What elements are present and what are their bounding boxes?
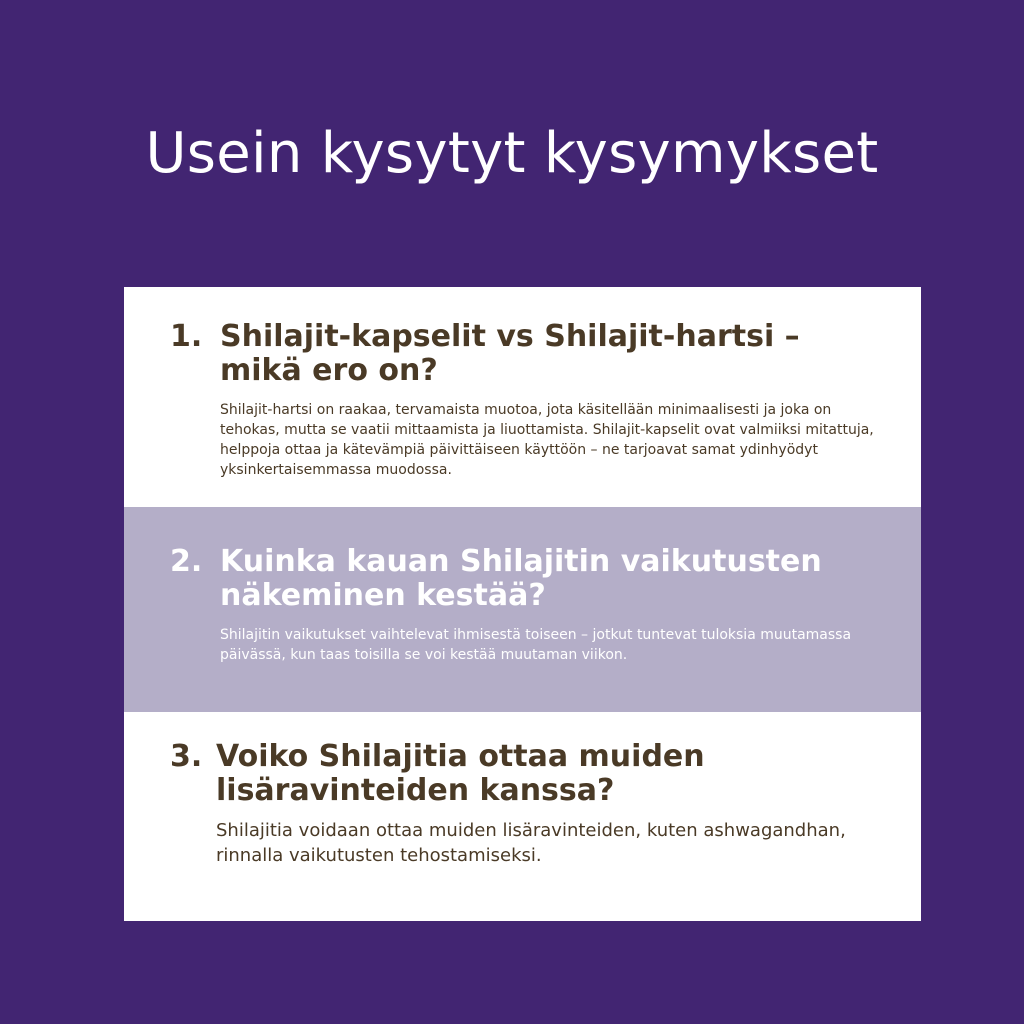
faq-item-1 [124,287,921,507]
faq-question: Shilajit-kapselit vs Shilajit-hartsi – mikä ero on? [220,319,800,388]
faq-number: 3. [170,739,203,774]
faq-item-3 [124,712,921,921]
faq-number: 2. [170,544,203,579]
page-title: Usein kysytyt kysymykset [145,121,879,186]
faq-card [124,287,921,921]
faq-number: 1. [170,319,203,354]
faq-answer: Shilajitin vaikutukset vaihtelevat ihmisestä toiseen – jotkut tuntevat tuloksia muutamassa päivässä, kun taas toisilla se voi kestää muutaman viikon. [220,627,852,663]
faq-question: Kuinka kauan Shilajitin vaikutusten näkeminen kestää? [220,544,822,613]
faq-item-2 [124,507,921,712]
faq-question: Voiko Shilajitia ottaa muiden lisäravinteiden kanssa? [216,739,705,808]
faq-answer: Shilajitia voidaan ottaa muiden lisäravinteiden, kuten ashwagandhan, rinnalla vaikutusten tehostamiseksi. [216,820,846,866]
faq-answer: Shilajit-hartsi on raakaa, tervamaista muotoa, jota käsitellään minimaalisesti ja joka on tehokas, mutta se vaatii mittaamista ja liuottamista. Shilajit-kapselit ovat valmiiksi mitattuja, helppoja ottaa ja kätevämpiä päivittäiseen käyttöön – ne tarjoavat samat ydinhyödyt yksinkertaisemmassa muodossa. [220,402,874,478]
